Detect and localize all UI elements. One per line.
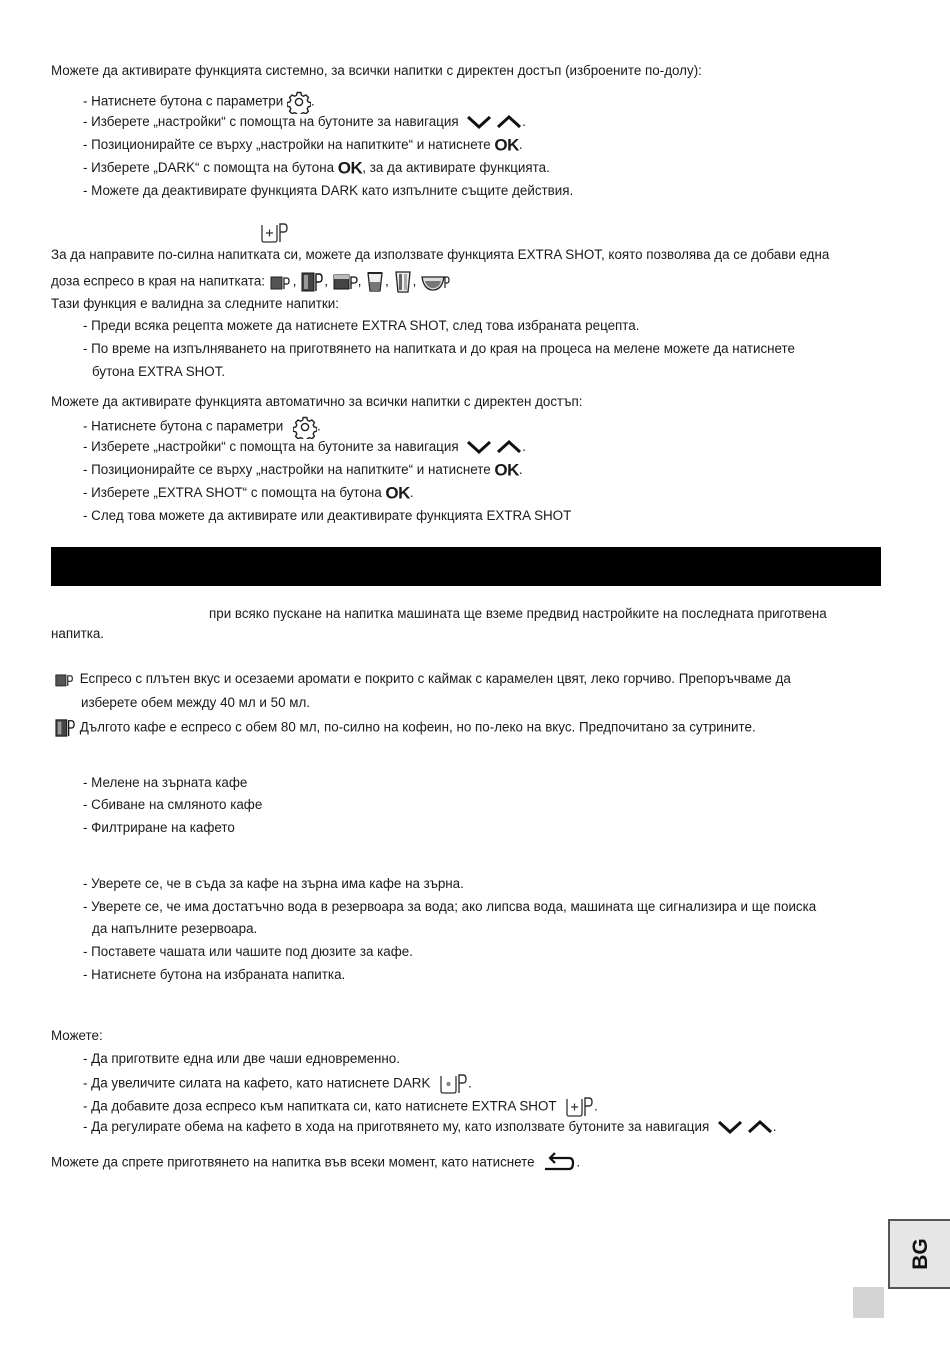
option-4: - Да регулирате обема на кафето в хода на приготвянето му, като използвате бутоните за навигация . — [83, 1119, 777, 1134]
dark-step-5: - Можете да деактивирате функцията DARK като изпълните същите действия. — [83, 183, 574, 198]
extra-auto: Можете да активирате функцията автоматично за всички напитки с директен достъп: — [51, 394, 583, 409]
espresso-cup-icon — [54, 671, 76, 688]
extra-valid: Тази функция е валидна за следните напитки: — [51, 296, 339, 311]
espresso-desc-2: изберете обем между 40 мл и 50 мл. — [81, 695, 310, 710]
chevron-down-icon — [466, 114, 492, 130]
memory-line-1: при всяко пускане на напитка машината ще вземе предвид настройките на последната приготвена — [209, 606, 827, 621]
step-grind: - Мелене на зърната кафе — [83, 775, 248, 790]
step-tamp: - Сбиване на смляното кафе — [83, 797, 263, 812]
chevron-up-icon — [747, 1119, 773, 1135]
option-1: - Да приготвите една или две чаши едновременно. — [83, 1051, 400, 1066]
option-2: - Да увеличите силата на кафето, като натиснете DARK . — [83, 1072, 472, 1096]
espresso-desc: Еспресо с плътен вкус и осезаеми аромати е покрито с каймак с карамелен цвят, леко горчиво. Препоръчваме да — [54, 670, 791, 688]
chevron-down-icon — [466, 439, 492, 455]
ok-icon: OK — [494, 135, 519, 155]
extra-b1: - Преди всяка рецепта можете да натиснете EXTRA SHOT, след това избраната рецепта. — [83, 318, 640, 333]
espresso-cup-icon — [269, 273, 293, 291]
cappuccino-icon — [332, 271, 358, 293]
prep-3: - Поставете чашата или чашите под дюзите за кафе. — [83, 944, 413, 959]
extra-step-5: - След това можете да активирате или деактивирате функцията EXTRA SHOT — [83, 508, 572, 523]
extra-shot-icon — [564, 1095, 594, 1119]
chevron-up-icon — [496, 114, 522, 130]
dark-step-3: - Позиционирайте се върху „настройки на напитките“ и натиснете OK. — [83, 135, 523, 155]
long-coffee-desc: Дългото кафе е еспресо с обем 80 мл, по-силно на кофеин, но по-леко на вкус. Предпочитано за сутрините. — [54, 718, 756, 738]
chevron-up-icon — [496, 439, 522, 455]
page-number-box — [853, 1287, 884, 1318]
back-arrow-icon — [542, 1151, 576, 1175]
prep-2b: да напълните резервоара. — [92, 921, 258, 936]
language-tab: BG — [888, 1219, 950, 1289]
chevron-down-icon — [717, 1119, 743, 1135]
dark-step-2: - Изберете „настройки“ с помощта на бутоните за навигация . — [83, 114, 526, 129]
prep-2a: - Уверете се, че има достатъчно вода в резервоара за вода; ако липсва вода, машината ще сигнализира и ще поиска — [83, 899, 817, 914]
dark-icon — [438, 1072, 468, 1096]
ok-icon: OK — [385, 483, 410, 503]
stop-line: Можете да спрете приготвянето на напитка във всеки момент, като натиснете . — [51, 1151, 580, 1175]
extra-step-1: - Натиснете бутона с параметри . — [83, 415, 321, 439]
extra-step-2: - Изберете „настройки“ с помощта на бутоните за навигация . — [83, 439, 526, 454]
option-3: - Да добавите доза еспресо към напитката си, като натиснете EXTRA SHOT . — [83, 1095, 598, 1119]
dark-intro: Можете да активирате функцията системно, за всички напитки с директен достъп (изброените по-долу): — [51, 63, 702, 78]
extra-step-3: - Позиционирайте се върху „настройки на напитките“ и натиснете OK. — [83, 460, 523, 480]
step-filter: - Филтриране на кафето — [83, 820, 235, 835]
ok-icon: OK — [494, 460, 519, 480]
gear-icon — [293, 415, 317, 439]
extra-step-4: - Изберете „EXTRA SHOT“ с помощта на бутона OK. — [83, 483, 414, 503]
section-header-bar — [51, 547, 881, 586]
glass-icon — [365, 270, 385, 294]
prep-1: - Уверете се, че в съда за кафе на зърна има кафе на зърна. — [83, 876, 464, 891]
extra-b2b: бутона EXTRA SHOT. — [92, 364, 226, 379]
bowl-cup-icon — [420, 272, 450, 292]
gear-icon — [287, 90, 311, 114]
options-intro: Можете: — [51, 1028, 103, 1043]
prep-4: - Натиснете бутона на избраната напитка. — [83, 967, 346, 982]
extra-b2a: - По време на изпълняването на приготвянето на напитката и до края на процеса на мелене можете да натиснете — [83, 341, 795, 356]
long-coffee-icon — [300, 271, 324, 293]
tall-glass-icon — [393, 270, 413, 294]
dark-step-4: - Изберете „DARK“ с помощта на бутона OK, за да активирате функцията. — [83, 158, 550, 178]
extra-p1: За да направите по-силна напитката си, можете да използвате функцията EXTRA SHOT, която позволява да се добави една — [51, 247, 830, 262]
dark-step-1: - Натиснете бутона с параметри . — [83, 90, 315, 114]
extra-shot-icon — [259, 221, 289, 245]
ok-icon: OK — [337, 158, 363, 178]
memory-line-2: напитка. — [51, 626, 105, 641]
long-coffee-icon — [54, 718, 76, 738]
extra-p2: доза еспресо в края на напитката: , , , , , — [51, 270, 450, 294]
